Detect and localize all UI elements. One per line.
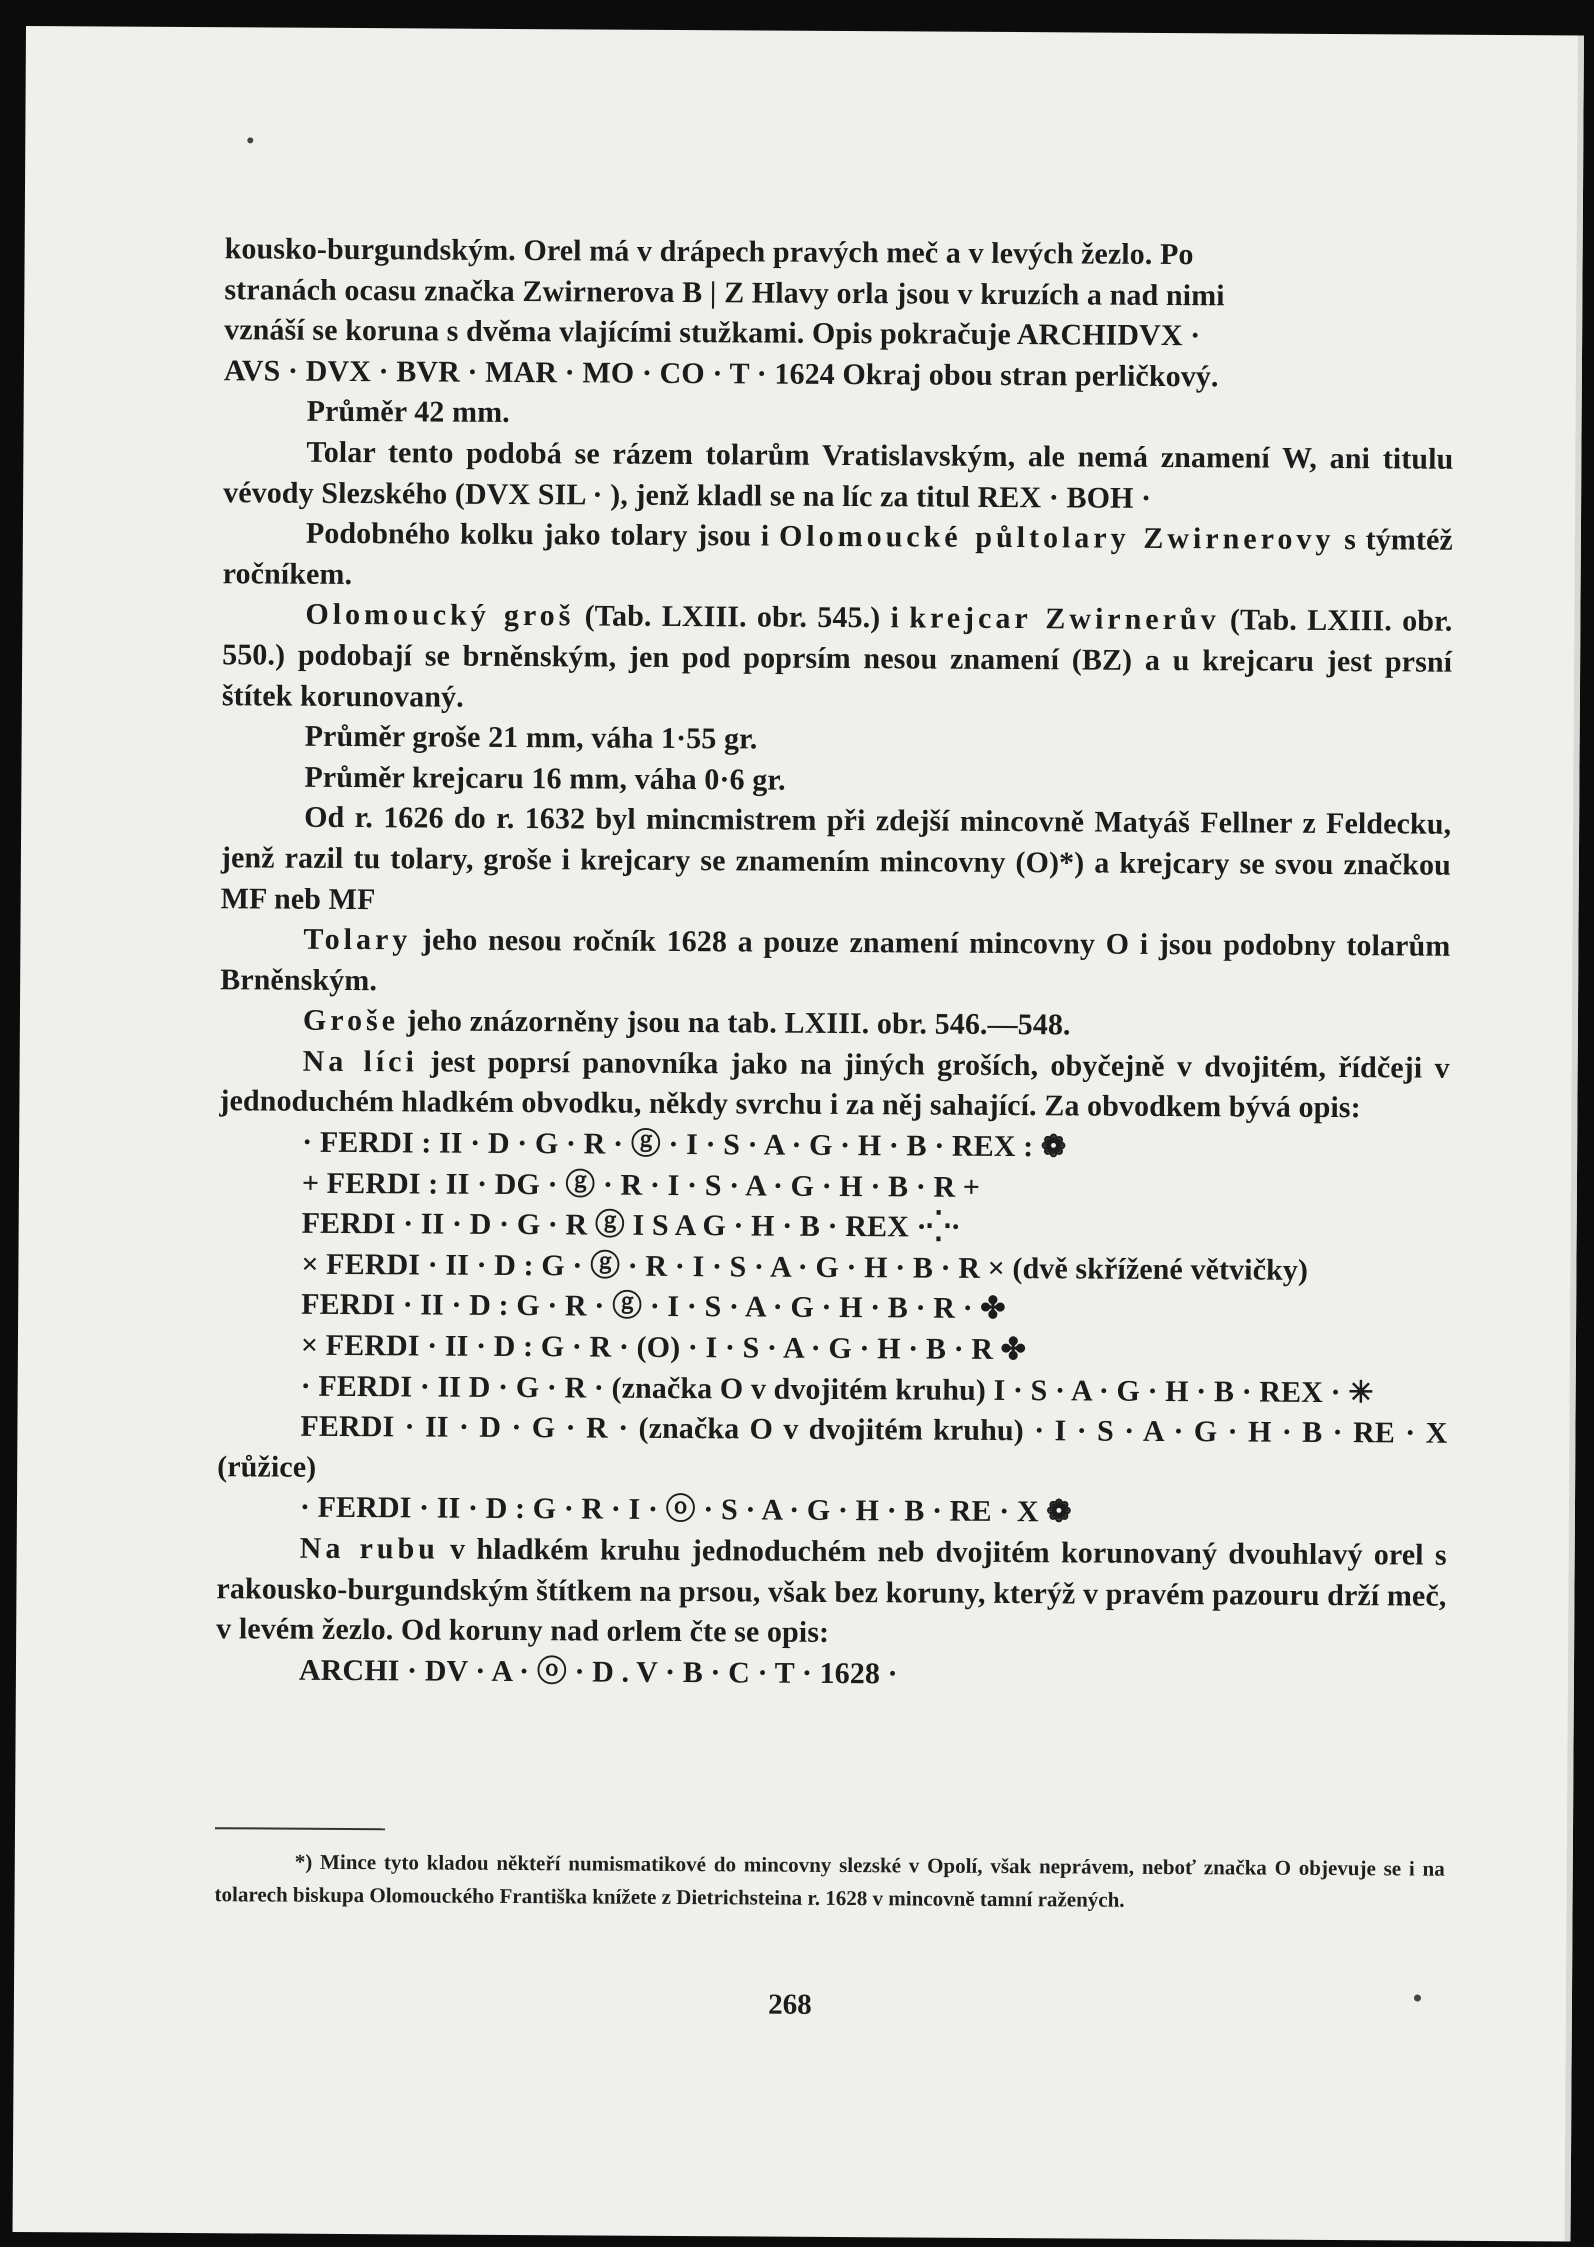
grose-spaced: Groše <box>302 1003 400 1038</box>
body-line: stranách ocasu značka Zwirnerova B | Z Hlavy orla jsou v kruzích a nad nimi <box>224 272 1225 312</box>
na-rubu-spaced: Na rubu <box>299 1531 439 1566</box>
book-page <box>13 26 1584 2241</box>
opis-line: × FERDI · II · D : G · R · (O) · I · S · A · G · H · B · R ✤ <box>300 1328 1027 1367</box>
opis-line: FERDI · II · D · G · R · (značka O v dvojitém kruhu) · I · S · A · G · H · B · RE · X (růžice) <box>217 1409 1448 1484</box>
podobneho-post: s týmtéž ročníkem. <box>222 523 1453 591</box>
tolary-post: jeho nesou ročník 1628 a pouze znamení mincovny O i jsou podobny tolarům Brněnským. <box>220 923 1451 997</box>
footnote <box>214 1845 1444 1919</box>
na-rubu-post: v hladkém kruhu jednoduchém neb dvojitém korunovaný dvouhlavý orel s rakousko-burgundským štítkem na prsou, však bez koruny, kterýž v pravém pazouru drží meč, v levém žezlo. Od koruny nad orlem čte se opis: <box>216 1532 1447 1650</box>
podobneho-pre: Podobného kolku jako tolary jsou i <box>305 516 780 553</box>
tolary-paragraph <box>220 919 1450 1008</box>
body-line: vznáší se koruna s dvěma vlajícími stužkami. Opis pokračuje ARCHIDVX · <box>224 313 1201 353</box>
diameter-krejcaru: Průměr krejcaru 16 mm, váha 0·6 gr. <box>304 760 786 797</box>
body-line: AVS · DVX · BVR · MAR · MO · CO · T · 1624 Okraj obou stran perličkový. <box>223 353 1219 394</box>
opis-line: + FERDI : II · DG · ⓖ · R · I · S · A · G · H · B · R + <box>301 1166 981 1204</box>
na-lici-paragraph <box>219 1041 1449 1130</box>
grose-post: jeho znázorněny jsou na tab. LXIII. obr. 546.—548. <box>398 1004 1071 1042</box>
olomoucky-post: (Tab. LXIII. obr. 550.) podobají se brněnským, jen pod poprsím nesou znamení (BZ) a u krejcaru jest prsní štítek korunovaný. <box>221 603 1453 714</box>
olomoucky-spaced-2: krejcar Zwirnerův <box>909 601 1220 637</box>
olomoucky-paragraph <box>222 595 1453 724</box>
podobneho-spaced: Olomoucké půltolary Zwirnerovy <box>778 519 1335 557</box>
opis-line: FERDI · II · D : G · R · ⓖ · I · S · A · G · H · B · R · ✤ <box>301 1288 1006 1326</box>
footnote-text: *) Mince tyto kladou někteří numismatikové do mincovny slezské v Opolí, však neprávem, neboť značka O objevuje se i na tolarech biskupa Olomouckého Františka knížete z Dietrichsteina r. 1628 v mincovně tamní ražených. <box>214 1849 1445 1912</box>
na-lici-spaced: Na líci <box>302 1044 418 1079</box>
na-rubu-paragraph <box>216 1528 1447 1657</box>
footnote-rule <box>215 1827 385 1830</box>
opis-line: FERDI · II · D · G · R ⓖ I S A G · H · B · REX ·⁛· <box>301 1206 961 1244</box>
opis-line: × FERDI · II · D : G · ⓖ · R · I · S · A · G · H · B · R × (dvě skřížené větvičky) <box>301 1247 1309 1287</box>
diameter-42: Průměr 42 mm. <box>306 395 510 430</box>
opis-line: · FERDI · II · D : G · R · I · ⓞ · S · A · G · H · B · RE · X ❁ <box>299 1491 1072 1529</box>
olomoucky-spaced-1: Olomoucký groš <box>305 598 575 633</box>
od-r-paragraph: Od r. 1626 do r. 1632 byl mincmistrem při zdejší mincovně Matyáš Fellner z Feldecku, jenž razil tu tolary, groše i krejcary se znamením mincovny (O)*) a krejcary se svou značkou MF neb MF <box>220 801 1452 916</box>
podobneho-paragraph <box>223 513 1453 602</box>
speck-mark <box>247 137 253 143</box>
olomoucky-mid: (Tab. LXIII. obr. 545.) i <box>574 599 910 635</box>
main-text <box>216 229 1455 1698</box>
tolary-spaced: Tolary <box>303 922 412 957</box>
page-number: 268 <box>768 1988 812 2021</box>
archi-line: ARCHI · DV · A · ⓞ · D . V · B · C · T · 1628 · <box>298 1653 898 1691</box>
diameter-grose: Průměr groše 21 mm, váha 1·55 gr. <box>304 719 758 756</box>
na-lici-post: jest poprsí panovníka jako na jiných groších, obyčejně v dvojitém, řídčeji v jednoduchém hladkém obvodku, někdy svrchu i za něj sahající. Za obvodkem bývá opis: <box>219 1045 1450 1125</box>
opis-line: · FERDI : II · D · G · R · ⓖ · I · S · A · G · H · B · REX : ❁ <box>302 1125 1067 1164</box>
opis-line: · FERDI · II D · G · R · (značka O v dvojitém kruhu) I · S · A · G · H · B · REX · ✳ <box>300 1369 1374 1409</box>
tolar-paragraph: Tolar tento podobá se rázem tolarům Vratislavským, ale nemá znamení W, ani titulu vévody Slezského (DVX SIL · ), jenž kladl se na líc za titul REX · BOH · <box>223 435 1454 515</box>
body-line: kousko-burgundským. Orel má v drápech pravých meč a v levých žezlo. Po <box>224 232 1194 272</box>
